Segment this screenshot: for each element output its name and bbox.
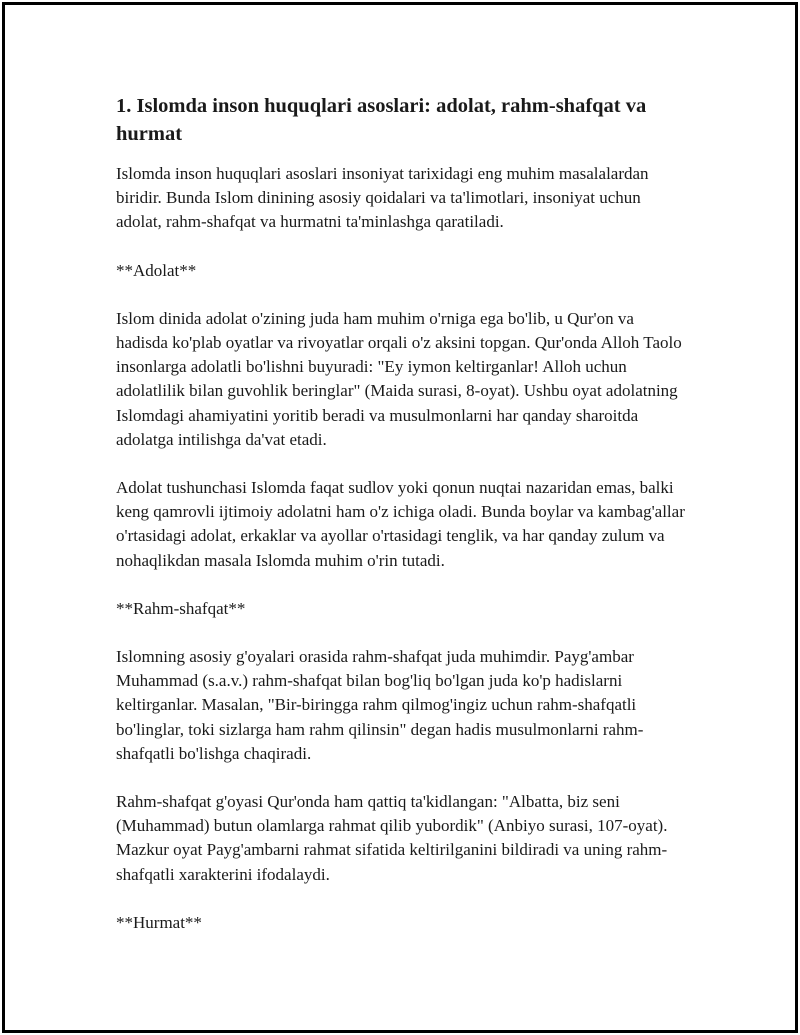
heading-hurmat: **Hurmat** (116, 912, 202, 932)
heading-rahm-shafqat: **Rahm-shafqat** (116, 598, 246, 618)
paragraph-intro: Islomda inson huquqlari asoslari insoniyat tarixidagi eng muhim masalalardan biridir. Bunda Islom dinining asosiy qoidalari va ta'limotlari, insoniyat uchun adolat, rahm-shafqat va hurmatni ta'minlashga qaratiladi. (116, 164, 649, 232)
document-title: 1. Islomda inson huquqlari asoslari: adolat, rahm-shafqat va hurmat (116, 95, 647, 145)
paragraph-rahm-shafqat-2: Rahm-shafqat g'oyasi Qur'onda ham qattiq ta'kidlangan: "Albatta, biz seni (Muhammad) butun olamlarga rahmat qilib yubordik" (Anbiyo surasi, 107-oyat). Mazkur oyat Payg'ambarni rahmat sifatida keltirilganini bildiradi va uning rahm-shafqatli xarakterini ifodalaydi. (116, 792, 668, 884)
document-body (116, 92, 686, 959)
paragraph-rahm-shafqat-1: Islomning asosiy g'oyalari orasida rahm-shafqat juda muhimdir. Payg'ambar Muhammad (s.a.v.) rahm-shafqat bilan bog'liq bo'lgan juda ko'p hadislarni keltirganlar. Masalan, "Bir-biringga rahm qilmog'ingiz uchun rahm-shafqatli bo'linglar, toki sizlarga ham rahm qilinsin" degan hadis musulmonlarni rahm-shafqatli bo'lishga chaqiradi. (116, 647, 644, 763)
heading-adolat: **Adolat** (116, 260, 197, 280)
paragraph-adolat-2: Adolat tushunchasi Islomda faqat sudlov yoki qonun nuqtai nazaridan emas, balki keng qamrovli ijtimoiy adolatni ham o'z ichiga oladi. Bunda boylar va kambag'allar o'rtasidagi adolat, erkaklar va ayollar o'rtasidagi tenglik, va har qanday zulum va nohaqlikdan masala Islomda muhim o'rin tutadi. (116, 478, 685, 570)
paragraph-adolat-1: Islom dinida adolat o'zining juda ham muhim o'rniga ega bo'lib, u Qur'on va hadisda ko'plab oyatlar va rivoyatlar orqali o'z aksini topgan. Qur'onda Alloh Taolo insonlarga adolatli bo'lishni buyuradi: "Ey iymon keltirganlar! Alloh uchun adolatlilik bilan guvohlik beringlar" (Maida surasi, 8-oyat). Ushbu oyat adolatning Islomdagi ahamiyatini yoritib beradi va musulmonlarni har qanday sharoitda adolatga intilishga da'vat etadi. (116, 308, 682, 449)
